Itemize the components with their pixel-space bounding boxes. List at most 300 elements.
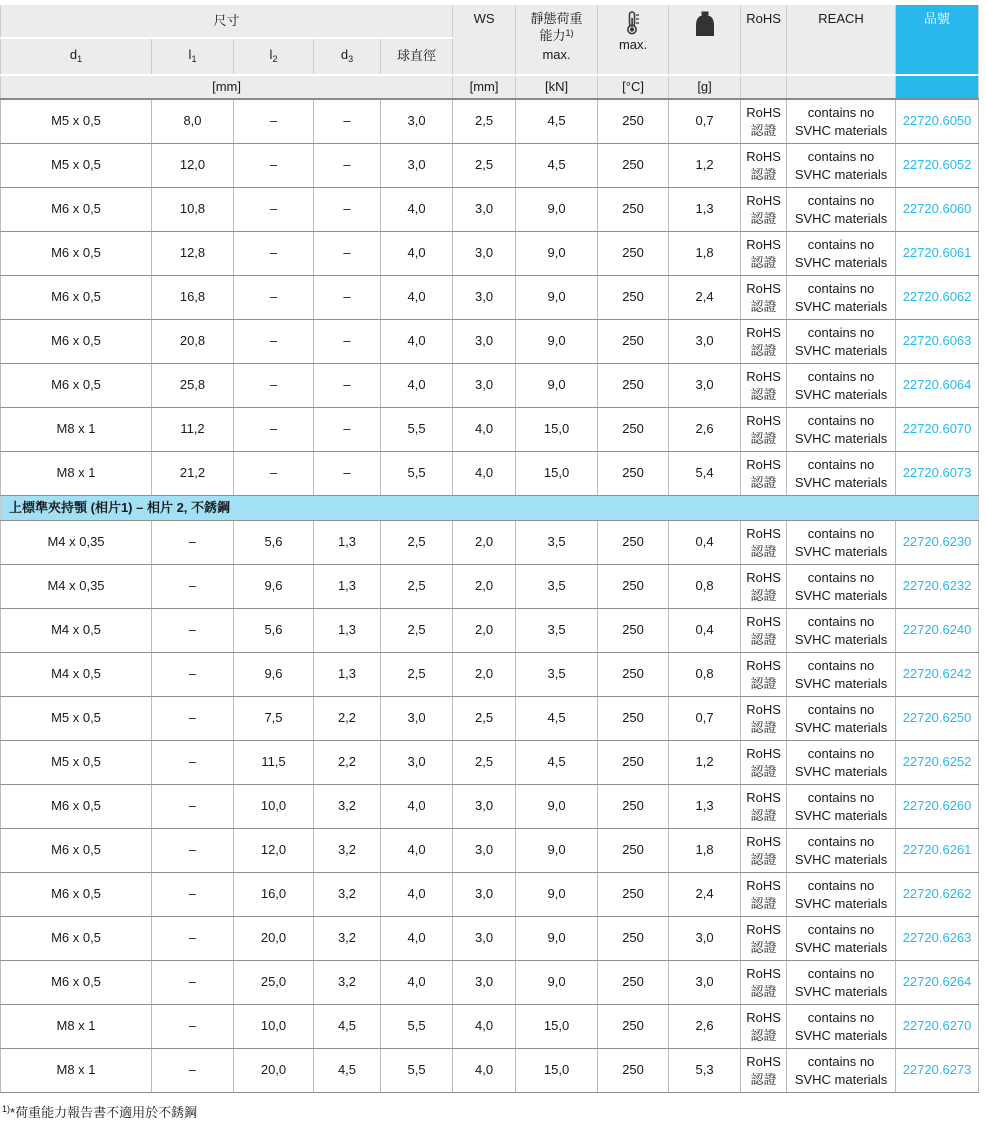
cell-rohs: RoHS 認證 <box>741 276 787 320</box>
cell-rohs: RoHS 認證 <box>741 1049 787 1093</box>
table-row <box>1 99 979 144</box>
part-number-link[interactable]: 22720.6252 <box>902 754 972 770</box>
cell-d1: M6 x 0,5 <box>1 873 152 917</box>
part-number-link[interactable]: 22720.6073 <box>902 465 972 481</box>
cell-ball-diameter: 3,0 <box>381 99 453 144</box>
cell-ball-diameter: 4,0 <box>381 917 453 961</box>
cell-d3: – <box>314 408 381 452</box>
cell-d3: – <box>314 99 381 144</box>
cell-temperature: 250 <box>598 917 669 961</box>
cell-rohs: RoHS 認證 <box>741 521 787 565</box>
cell-l1: – <box>152 917 234 961</box>
table-row <box>1 364 979 408</box>
cell-ball-diameter: 4,0 <box>381 232 453 276</box>
header-rohs: RoHS <box>741 4 787 75</box>
product-spec-table <box>0 3 979 1093</box>
cell-part-number <box>896 232 979 276</box>
cell-ball-diameter: 4,0 <box>381 320 453 364</box>
cell-ball-diameter: 4,0 <box>381 961 453 1005</box>
part-number-link[interactable]: 22720.6242 <box>902 666 972 682</box>
cell-d1: M8 x 1 <box>1 1005 152 1049</box>
cell-l2: – <box>234 144 314 188</box>
cell-d1: M5 x 0,5 <box>1 741 152 785</box>
cell-rohs: RoHS 認證 <box>741 232 787 276</box>
cell-temperature: 250 <box>598 1005 669 1049</box>
cell-static-load: 4,5 <box>516 144 598 188</box>
cell-ball-diameter: 5,5 <box>381 1005 453 1049</box>
cell-reach: contains no SVHC materials <box>787 565 896 609</box>
cell-static-load: 9,0 <box>516 276 598 320</box>
cell-l1: – <box>152 697 234 741</box>
cell-rohs: RoHS 認證 <box>741 188 787 232</box>
table-row <box>1 653 979 697</box>
table-row <box>1 232 979 276</box>
cell-ws: 3,0 <box>453 873 516 917</box>
cell-d1: M8 x 1 <box>1 408 152 452</box>
cell-ws: 3,0 <box>453 829 516 873</box>
cell-l2: 20,0 <box>234 1049 314 1093</box>
part-number-link[interactable]: 22720.6264 <box>902 974 972 990</box>
cell-static-load: 9,0 <box>516 873 598 917</box>
cell-static-load: 9,0 <box>516 785 598 829</box>
cell-ball-diameter: 3,0 <box>381 741 453 785</box>
cell-ws: 2,0 <box>453 609 516 653</box>
temperature-max-label: max. <box>618 37 648 52</box>
cell-part-number <box>896 741 979 785</box>
cell-reach: contains no SVHC materials <box>787 408 896 452</box>
cell-static-load: 15,0 <box>516 452 598 496</box>
cell-reach: contains no SVHC materials <box>787 232 896 276</box>
cell-static-load: 9,0 <box>516 961 598 1005</box>
cell-temperature: 250 <box>598 961 669 1005</box>
cell-temperature: 250 <box>598 276 669 320</box>
cell-rohs: RoHS 認證 <box>741 609 787 653</box>
cell-l1: – <box>152 565 234 609</box>
cell-weight: 3,0 <box>669 961 741 1005</box>
cell-temperature: 250 <box>598 521 669 565</box>
cell-part-number <box>896 452 979 496</box>
cell-d1: M6 x 0,5 <box>1 961 152 1005</box>
cell-weight: 3,0 <box>669 364 741 408</box>
cell-temperature: 250 <box>598 609 669 653</box>
part-number-link[interactable]: 22720.6070 <box>902 421 972 437</box>
weight-icon <box>694 11 716 41</box>
cell-part-number <box>896 829 979 873</box>
cell-part-number <box>896 917 979 961</box>
cell-ws: 3,0 <box>453 276 516 320</box>
part-number-link[interactable]: 22720.6063 <box>902 333 972 349</box>
cell-rohs: RoHS 認證 <box>741 785 787 829</box>
cell-l2: 25,0 <box>234 961 314 1005</box>
cell-l1: – <box>152 961 234 1005</box>
header-row-units <box>1 75 979 99</box>
cell-l1: – <box>152 785 234 829</box>
cell-d3: – <box>314 232 381 276</box>
part-number-link[interactable]: 22720.6230 <box>902 534 972 550</box>
cell-ws: 4,0 <box>453 1049 516 1093</box>
cell-l1: – <box>152 521 234 565</box>
cell-reach: contains no SVHC materials <box>787 697 896 741</box>
cell-part-number <box>896 364 979 408</box>
cell-l1: 12,0 <box>152 144 234 188</box>
cell-temperature: 250 <box>598 653 669 697</box>
cell-d3: 3,2 <box>314 917 381 961</box>
cell-d1: M6 x 0,5 <box>1 364 152 408</box>
cell-d3: 3,2 <box>314 829 381 873</box>
cell-weight: 2,6 <box>669 408 741 452</box>
cell-rohs: RoHS 認證 <box>741 408 787 452</box>
cell-rohs: RoHS 認證 <box>741 653 787 697</box>
cell-d3: 2,2 <box>314 697 381 741</box>
cell-l2: 11,5 <box>234 741 314 785</box>
footnote <box>2 1102 986 1121</box>
cell-l1: – <box>152 1005 234 1049</box>
part-number-link[interactable]: 22720.6250 <box>902 710 972 726</box>
part-number-link[interactable]: 22720.6240 <box>902 622 972 638</box>
cell-d3: – <box>314 144 381 188</box>
cell-ws: 2,5 <box>453 741 516 785</box>
cell-weight: 5,4 <box>669 452 741 496</box>
cell-temperature: 250 <box>598 408 669 452</box>
cell-ws: 2,5 <box>453 697 516 741</box>
table-row <box>1 785 979 829</box>
cell-part-number <box>896 144 979 188</box>
part-number-link[interactable]: 22720.6052 <box>902 157 972 173</box>
cell-l2: – <box>234 99 314 144</box>
units-weight: [g] <box>669 75 741 99</box>
cell-reach: contains no SVHC materials <box>787 741 896 785</box>
cell-static-load: 9,0 <box>516 188 598 232</box>
cell-reach: contains no SVHC materials <box>787 364 896 408</box>
cell-l2: – <box>234 276 314 320</box>
cell-rohs: RoHS 認證 <box>741 829 787 873</box>
table-row <box>1 873 979 917</box>
cell-temperature: 250 <box>598 188 669 232</box>
cell-temperature: 250 <box>598 1049 669 1093</box>
units-reach-empty <box>787 75 896 99</box>
cell-ball-diameter: 5,5 <box>381 452 453 496</box>
cell-ws: 3,0 <box>453 188 516 232</box>
cell-reach: contains no SVHC materials <box>787 521 896 565</box>
cell-static-load: 9,0 <box>516 364 598 408</box>
cell-rohs: RoHS 認證 <box>741 320 787 364</box>
table-row <box>1 320 979 364</box>
cell-ball-diameter: 2,5 <box>381 653 453 697</box>
cell-d1: M6 x 0,5 <box>1 276 152 320</box>
header-ball-diameter: 球直徑 <box>381 38 453 75</box>
part-number-link[interactable]: 22720.6062 <box>902 289 972 305</box>
cell-ball-diameter: 4,0 <box>381 276 453 320</box>
cell-d1: M5 x 0,5 <box>1 144 152 188</box>
cell-d1: M6 x 0,5 <box>1 917 152 961</box>
footnote-text: *荷重能力報告書不適用於不銹鋼 <box>10 1105 198 1120</box>
cell-temperature: 250 <box>598 829 669 873</box>
part-number-link[interactable]: 22720.6273 <box>902 1062 972 1078</box>
cell-ws: 3,0 <box>453 320 516 364</box>
cell-static-load: 4,5 <box>516 741 598 785</box>
cell-d1: M4 x 0,5 <box>1 609 152 653</box>
table-row <box>1 609 979 653</box>
cell-rohs: RoHS 認證 <box>741 697 787 741</box>
cell-temperature: 250 <box>598 565 669 609</box>
cell-ball-diameter: 3,0 <box>381 697 453 741</box>
header-l1: $l_1$ <box>152 38 234 75</box>
cell-d3: 1,3 <box>314 521 381 565</box>
section-divider-row <box>1 496 979 521</box>
cell-static-load: 3,5 <box>516 609 598 653</box>
cell-ball-diameter: 4,0 <box>381 829 453 873</box>
cell-d1: M5 x 0,5 <box>1 697 152 741</box>
cell-l2: 20,0 <box>234 917 314 961</box>
cell-ws: 2,0 <box>453 653 516 697</box>
part-number-link[interactable]: 22720.6260 <box>902 798 972 814</box>
cell-static-load: 15,0 <box>516 1049 598 1093</box>
cell-static-load: 3,5 <box>516 565 598 609</box>
table-row <box>1 829 979 873</box>
cell-temperature: 250 <box>598 452 669 496</box>
cell-l2: 7,5 <box>234 697 314 741</box>
cell-l1: 10,8 <box>152 188 234 232</box>
table-body <box>1 99 979 1093</box>
cell-l2: – <box>234 188 314 232</box>
header-d3: $d_3$ <box>314 38 381 75</box>
cell-l2: – <box>234 232 314 276</box>
cell-d1: M6 x 0,5 <box>1 785 152 829</box>
units-load: [kN] <box>516 75 598 99</box>
table-row <box>1 917 979 961</box>
cell-temperature: 250 <box>598 320 669 364</box>
cell-ball-diameter: 2,5 <box>381 565 453 609</box>
header-l2: $l_2$ <box>234 38 314 75</box>
header-weight <box>669 4 741 75</box>
cell-part-number <box>896 873 979 917</box>
cell-d3: 4,5 <box>314 1005 381 1049</box>
footnote-ref: 1) <box>565 27 574 38</box>
cell-reach: contains no SVHC materials <box>787 320 896 364</box>
cell-l2: – <box>234 452 314 496</box>
cell-part-number <box>896 99 979 144</box>
units-part-empty <box>896 75 979 99</box>
cell-weight: 2,4 <box>669 873 741 917</box>
cell-reach: contains no SVHC materials <box>787 1049 896 1093</box>
units-rohs-empty <box>741 75 787 99</box>
cell-reach: contains no SVHC materials <box>787 99 896 144</box>
table-row <box>1 1005 979 1049</box>
cell-part-number <box>896 276 979 320</box>
cell-weight: 1,3 <box>669 785 741 829</box>
cell-temperature: 250 <box>598 741 669 785</box>
cell-reach: contains no SVHC materials <box>787 829 896 873</box>
cell-weight: 0,7 <box>669 697 741 741</box>
cell-d3: 3,2 <box>314 873 381 917</box>
cell-temperature: 250 <box>598 232 669 276</box>
table-row <box>1 961 979 1005</box>
cell-d1: M6 x 0,5 <box>1 829 152 873</box>
part-number-link[interactable]: 22720.6064 <box>902 377 972 393</box>
part-number-link[interactable]: 22720.6263 <box>902 930 972 946</box>
cell-l1: 8,0 <box>152 99 234 144</box>
table-header <box>1 4 979 99</box>
cell-ball-diameter: 4,0 <box>381 188 453 232</box>
cell-rohs: RoHS 認證 <box>741 873 787 917</box>
table-row <box>1 697 979 741</box>
cell-weight: 1,3 <box>669 188 741 232</box>
header-static-load <box>516 4 598 75</box>
cell-part-number <box>896 697 979 741</box>
footnote-marker: 1) <box>2 1104 11 1114</box>
cell-weight: 1,8 <box>669 829 741 873</box>
cell-ws: 4,0 <box>453 452 516 496</box>
cell-ball-diameter: 5,5 <box>381 408 453 452</box>
cell-static-load: 9,0 <box>516 829 598 873</box>
cell-rohs: RoHS 認證 <box>741 741 787 785</box>
cell-static-load: 15,0 <box>516 408 598 452</box>
thermometer-icon <box>626 11 641 39</box>
table-row <box>1 408 979 452</box>
cell-l2: 9,6 <box>234 565 314 609</box>
cell-reach: contains no SVHC materials <box>787 144 896 188</box>
cell-l1: – <box>152 741 234 785</box>
cell-rohs: RoHS 認證 <box>741 144 787 188</box>
part-number-link[interactable]: 22720.6261 <box>902 842 972 858</box>
cell-static-load: 15,0 <box>516 1005 598 1049</box>
table-row <box>1 1049 979 1093</box>
header-d1: $d_1$ <box>1 38 152 75</box>
cell-ws: 3,0 <box>453 364 516 408</box>
cell-static-load: 3,5 <box>516 653 598 697</box>
cell-d3: 3,2 <box>314 961 381 1005</box>
part-number-link[interactable]: 22720.6270 <box>902 1018 972 1034</box>
part-number-link[interactable]: 22720.6050 <box>902 113 972 129</box>
cell-rohs: RoHS 認證 <box>741 364 787 408</box>
cell-l2: 16,0 <box>234 873 314 917</box>
cell-rohs: RoHS 認證 <box>741 99 787 144</box>
table-row <box>1 144 979 188</box>
part-number-link[interactable]: 22720.6061 <box>902 245 972 261</box>
cell-part-number <box>896 521 979 565</box>
cell-l2: 12,0 <box>234 829 314 873</box>
cell-weight: 2,6 <box>669 1005 741 1049</box>
cell-d1: M4 x 0,35 <box>1 565 152 609</box>
cell-static-load: 9,0 <box>516 320 598 364</box>
header-temperature <box>598 4 669 75</box>
cell-d3: 3,2 <box>314 785 381 829</box>
cell-d1: M4 x 0,5 <box>1 653 152 697</box>
cell-weight: 0,4 <box>669 609 741 653</box>
header-dimensions-group: 尺寸 <box>1 4 453 38</box>
cell-weight: 2,4 <box>669 276 741 320</box>
cell-l2: 5,6 <box>234 609 314 653</box>
cell-d3: 1,3 <box>314 653 381 697</box>
cell-reach: contains no SVHC materials <box>787 653 896 697</box>
cell-d3: 1,3 <box>314 565 381 609</box>
cell-part-number <box>896 961 979 1005</box>
cell-ws: 2,0 <box>453 521 516 565</box>
header-row-groups <box>1 4 979 38</box>
cell-ball-diameter: 4,0 <box>381 364 453 408</box>
units-ws: [mm] <box>453 75 516 99</box>
cell-weight: 3,0 <box>669 917 741 961</box>
cell-d1: M8 x 1 <box>1 452 152 496</box>
part-number-link[interactable]: 22720.6232 <box>902 578 972 594</box>
cell-l1: – <box>152 609 234 653</box>
cell-ball-diameter: 2,5 <box>381 609 453 653</box>
cell-rohs: RoHS 認證 <box>741 565 787 609</box>
cell-l1: – <box>152 1049 234 1093</box>
header-reach: REACH <box>787 4 896 75</box>
table-row <box>1 276 979 320</box>
cell-d3: – <box>314 188 381 232</box>
cell-ball-diameter: 4,0 <box>381 785 453 829</box>
cell-part-number <box>896 609 979 653</box>
cell-l2: 9,6 <box>234 653 314 697</box>
part-number-link[interactable]: 22720.6262 <box>902 886 972 902</box>
cell-l2: 5,6 <box>234 521 314 565</box>
cell-d3: 1,3 <box>314 609 381 653</box>
cell-weight: 5,3 <box>669 1049 741 1093</box>
cell-ws: 3,0 <box>453 785 516 829</box>
cell-l1: 25,8 <box>152 364 234 408</box>
cell-ws: 2,0 <box>453 565 516 609</box>
cell-rohs: RoHS 認證 <box>741 917 787 961</box>
cell-weight: 0,4 <box>669 521 741 565</box>
cell-d3: – <box>314 452 381 496</box>
units-temperature: [°C] <box>598 75 669 99</box>
cell-weight: 0,8 <box>669 653 741 697</box>
cell-ws: 2,5 <box>453 144 516 188</box>
cell-d1: M6 x 0,5 <box>1 320 152 364</box>
cell-rohs: RoHS 認證 <box>741 452 787 496</box>
table-row <box>1 452 979 496</box>
cell-static-load: 9,0 <box>516 232 598 276</box>
cell-part-number <box>896 565 979 609</box>
cell-temperature: 250 <box>598 697 669 741</box>
cell-l1: 11,2 <box>152 408 234 452</box>
cell-weight: 1,2 <box>669 144 741 188</box>
units-dimensions: [mm] <box>1 75 453 99</box>
cell-l1: 20,8 <box>152 320 234 364</box>
table-row <box>1 565 979 609</box>
part-number-link[interactable]: 22720.6060 <box>902 201 972 217</box>
static-load-label: 靜態荷重能力 <box>530 11 583 43</box>
cell-part-number <box>896 408 979 452</box>
cell-d1: M6 x 0,5 <box>1 188 152 232</box>
cell-static-load: 4,5 <box>516 99 598 144</box>
cell-reach: contains no SVHC materials <box>787 609 896 653</box>
cell-d3: – <box>314 320 381 364</box>
cell-l2: – <box>234 320 314 364</box>
cell-reach: contains no SVHC materials <box>787 873 896 917</box>
cell-reach: contains no SVHC materials <box>787 276 896 320</box>
cell-weight: 1,2 <box>669 741 741 785</box>
cell-d1: M5 x 0,5 <box>1 99 152 144</box>
cell-l1: 12,8 <box>152 232 234 276</box>
cell-part-number <box>896 1005 979 1049</box>
cell-ws: 3,0 <box>453 232 516 276</box>
cell-temperature: 250 <box>598 144 669 188</box>
table-row <box>1 188 979 232</box>
cell-d3: 2,2 <box>314 741 381 785</box>
cell-ball-diameter: 4,0 <box>381 873 453 917</box>
cell-temperature: 250 <box>598 99 669 144</box>
cell-static-load: 4,5 <box>516 697 598 741</box>
section-divider-label: 上標準夾持顎 (相片1) – 相片 2, 不銹鋼 <box>1 496 979 521</box>
cell-l2: 10,0 <box>234 785 314 829</box>
cell-d1: M8 x 1 <box>1 1049 152 1093</box>
cell-ws: 3,0 <box>453 961 516 1005</box>
cell-ball-diameter: 2,5 <box>381 521 453 565</box>
cell-l2: – <box>234 364 314 408</box>
